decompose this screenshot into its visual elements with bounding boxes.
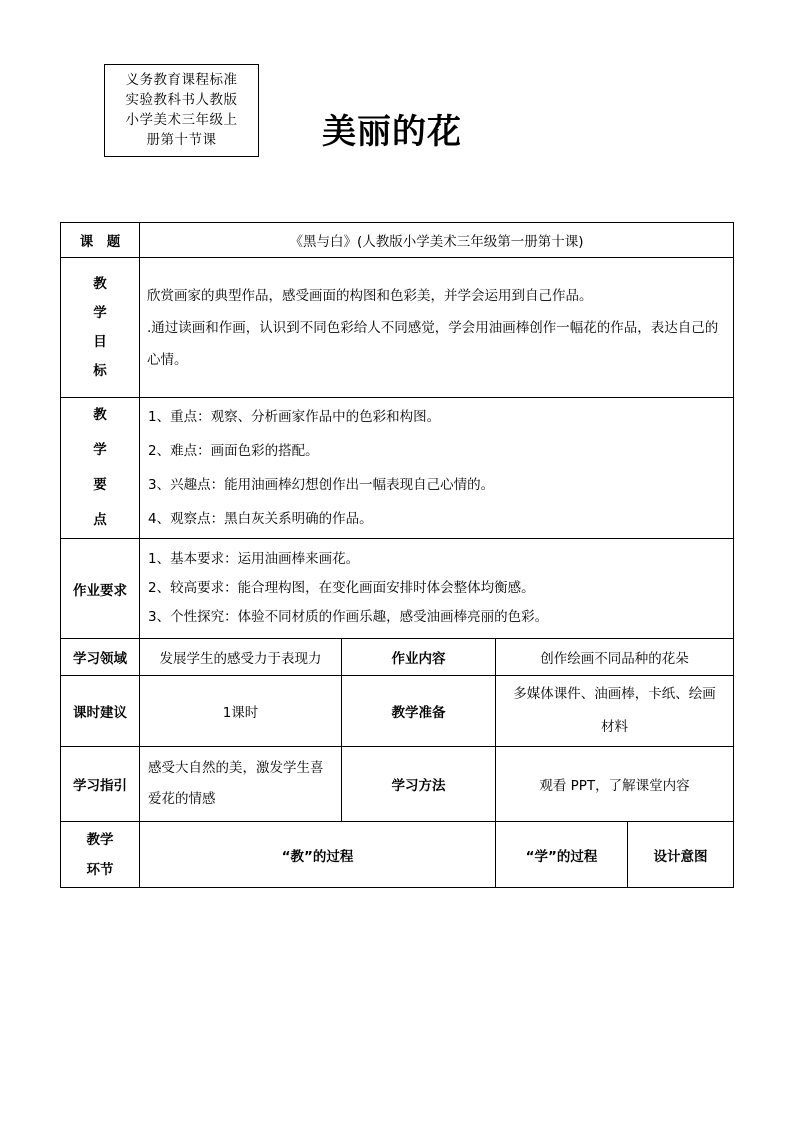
key-point-line: 1、重点：观察、分析画家作品中的色彩和构图。 [148,409,441,425]
objective-line: .通过读画和作画，认识到不同色彩给人不同感觉，学会用油画棒创作一幅花的作品，表达自己的心情。 [147,319,719,368]
hours-label: 课时建议 [61,676,140,747]
key-point-line: 2、难点：画面色彩的搭配。 [148,443,319,459]
guide-value [140,747,342,822]
label-char: 目 [93,333,107,350]
guide-label: 学习指引 [61,747,140,822]
homework-line: 3、个性探究：体验不同材质的作画乐趣，感受油画棒亮丽的色彩。 [148,609,549,625]
course-value: 《黑与白》(人教版小学美术三年级第一册第十课) [140,223,734,258]
homework-row [61,539,734,639]
homework-line: 2、较高要求：能合理构图，在变化画面安排时体会整体均衡感。 [148,580,535,596]
process-row [61,822,734,888]
domain-label: 学习领域 [61,639,140,676]
process-label-line: 环节 [86,861,114,878]
key-point-line: 4、观察点：黑白灰关系明确的作品。 [148,511,373,527]
hours-value: 1课时 [140,676,342,747]
hours-row [61,676,734,747]
homework-label: 作业要求 [61,539,140,639]
label-char: 要 [93,477,107,493]
learn-process-header: “学”的过程 [496,822,628,888]
series-line: 义务教育课程标准 [125,72,238,88]
domain-row [61,639,734,676]
series-line: 实验教科书人教版 [125,92,238,108]
course-label: 课 题 [61,223,140,258]
page-title: 美丽的花 [322,112,462,152]
homework-content-value: 创作绘画不同品种的花朵 [496,639,734,676]
guide-line: 爱花的情感 [148,791,216,807]
preparation-label: 教学准备 [342,676,496,747]
series-line: 册第十节课 [146,132,217,148]
label-char: 教 [93,407,107,423]
teach-process-header: “教”的过程 [140,822,496,888]
lesson-plan-table [60,222,734,888]
label-char: 教 [93,275,107,292]
homework-content [140,539,734,639]
label-char: 标 [93,362,107,379]
objective-line: 欣赏画家的典型作品，感受画面的构图和色彩美，并学会运用到自己作品。 [147,287,593,304]
homework-line: 1、基本要求：运用油画棒来画花。 [148,551,360,567]
textbook-series-box [104,64,259,157]
preparation-line: 多媒体课件、油画棒，卡纸、绘画 [513,686,716,702]
design-intent-header: 设计意图 [628,822,734,888]
course-row [61,223,734,258]
method-label: 学习方法 [342,747,496,822]
objectives-row [61,258,734,398]
key-points-row [61,398,734,539]
guide-line: 感受大自然的美，激发学生喜 [148,760,324,776]
preparation-value [496,676,734,747]
process-label-line: 教学 [86,831,114,848]
key-points-label [61,398,140,539]
label-char: 学 [93,304,107,321]
key-point-line: 3、兴趣点：能用油画棒幻想创作出一幅表现自己心情的。 [148,477,495,493]
objectives-content [140,258,734,398]
homework-content-label: 作业内容 [342,639,496,676]
series-line: 小学美术三年级上 [125,112,238,128]
preparation-line: 材料 [601,719,629,735]
method-value: 观看 PPT，了解课堂内容 [496,747,734,822]
key-points-content [140,398,734,539]
guide-row [61,747,734,822]
label-char: 点 [93,512,107,528]
objectives-label [61,258,140,398]
process-label [61,822,140,888]
domain-value: 发展学生的感受力于表现力 [140,639,342,676]
label-char: 学 [93,442,107,458]
